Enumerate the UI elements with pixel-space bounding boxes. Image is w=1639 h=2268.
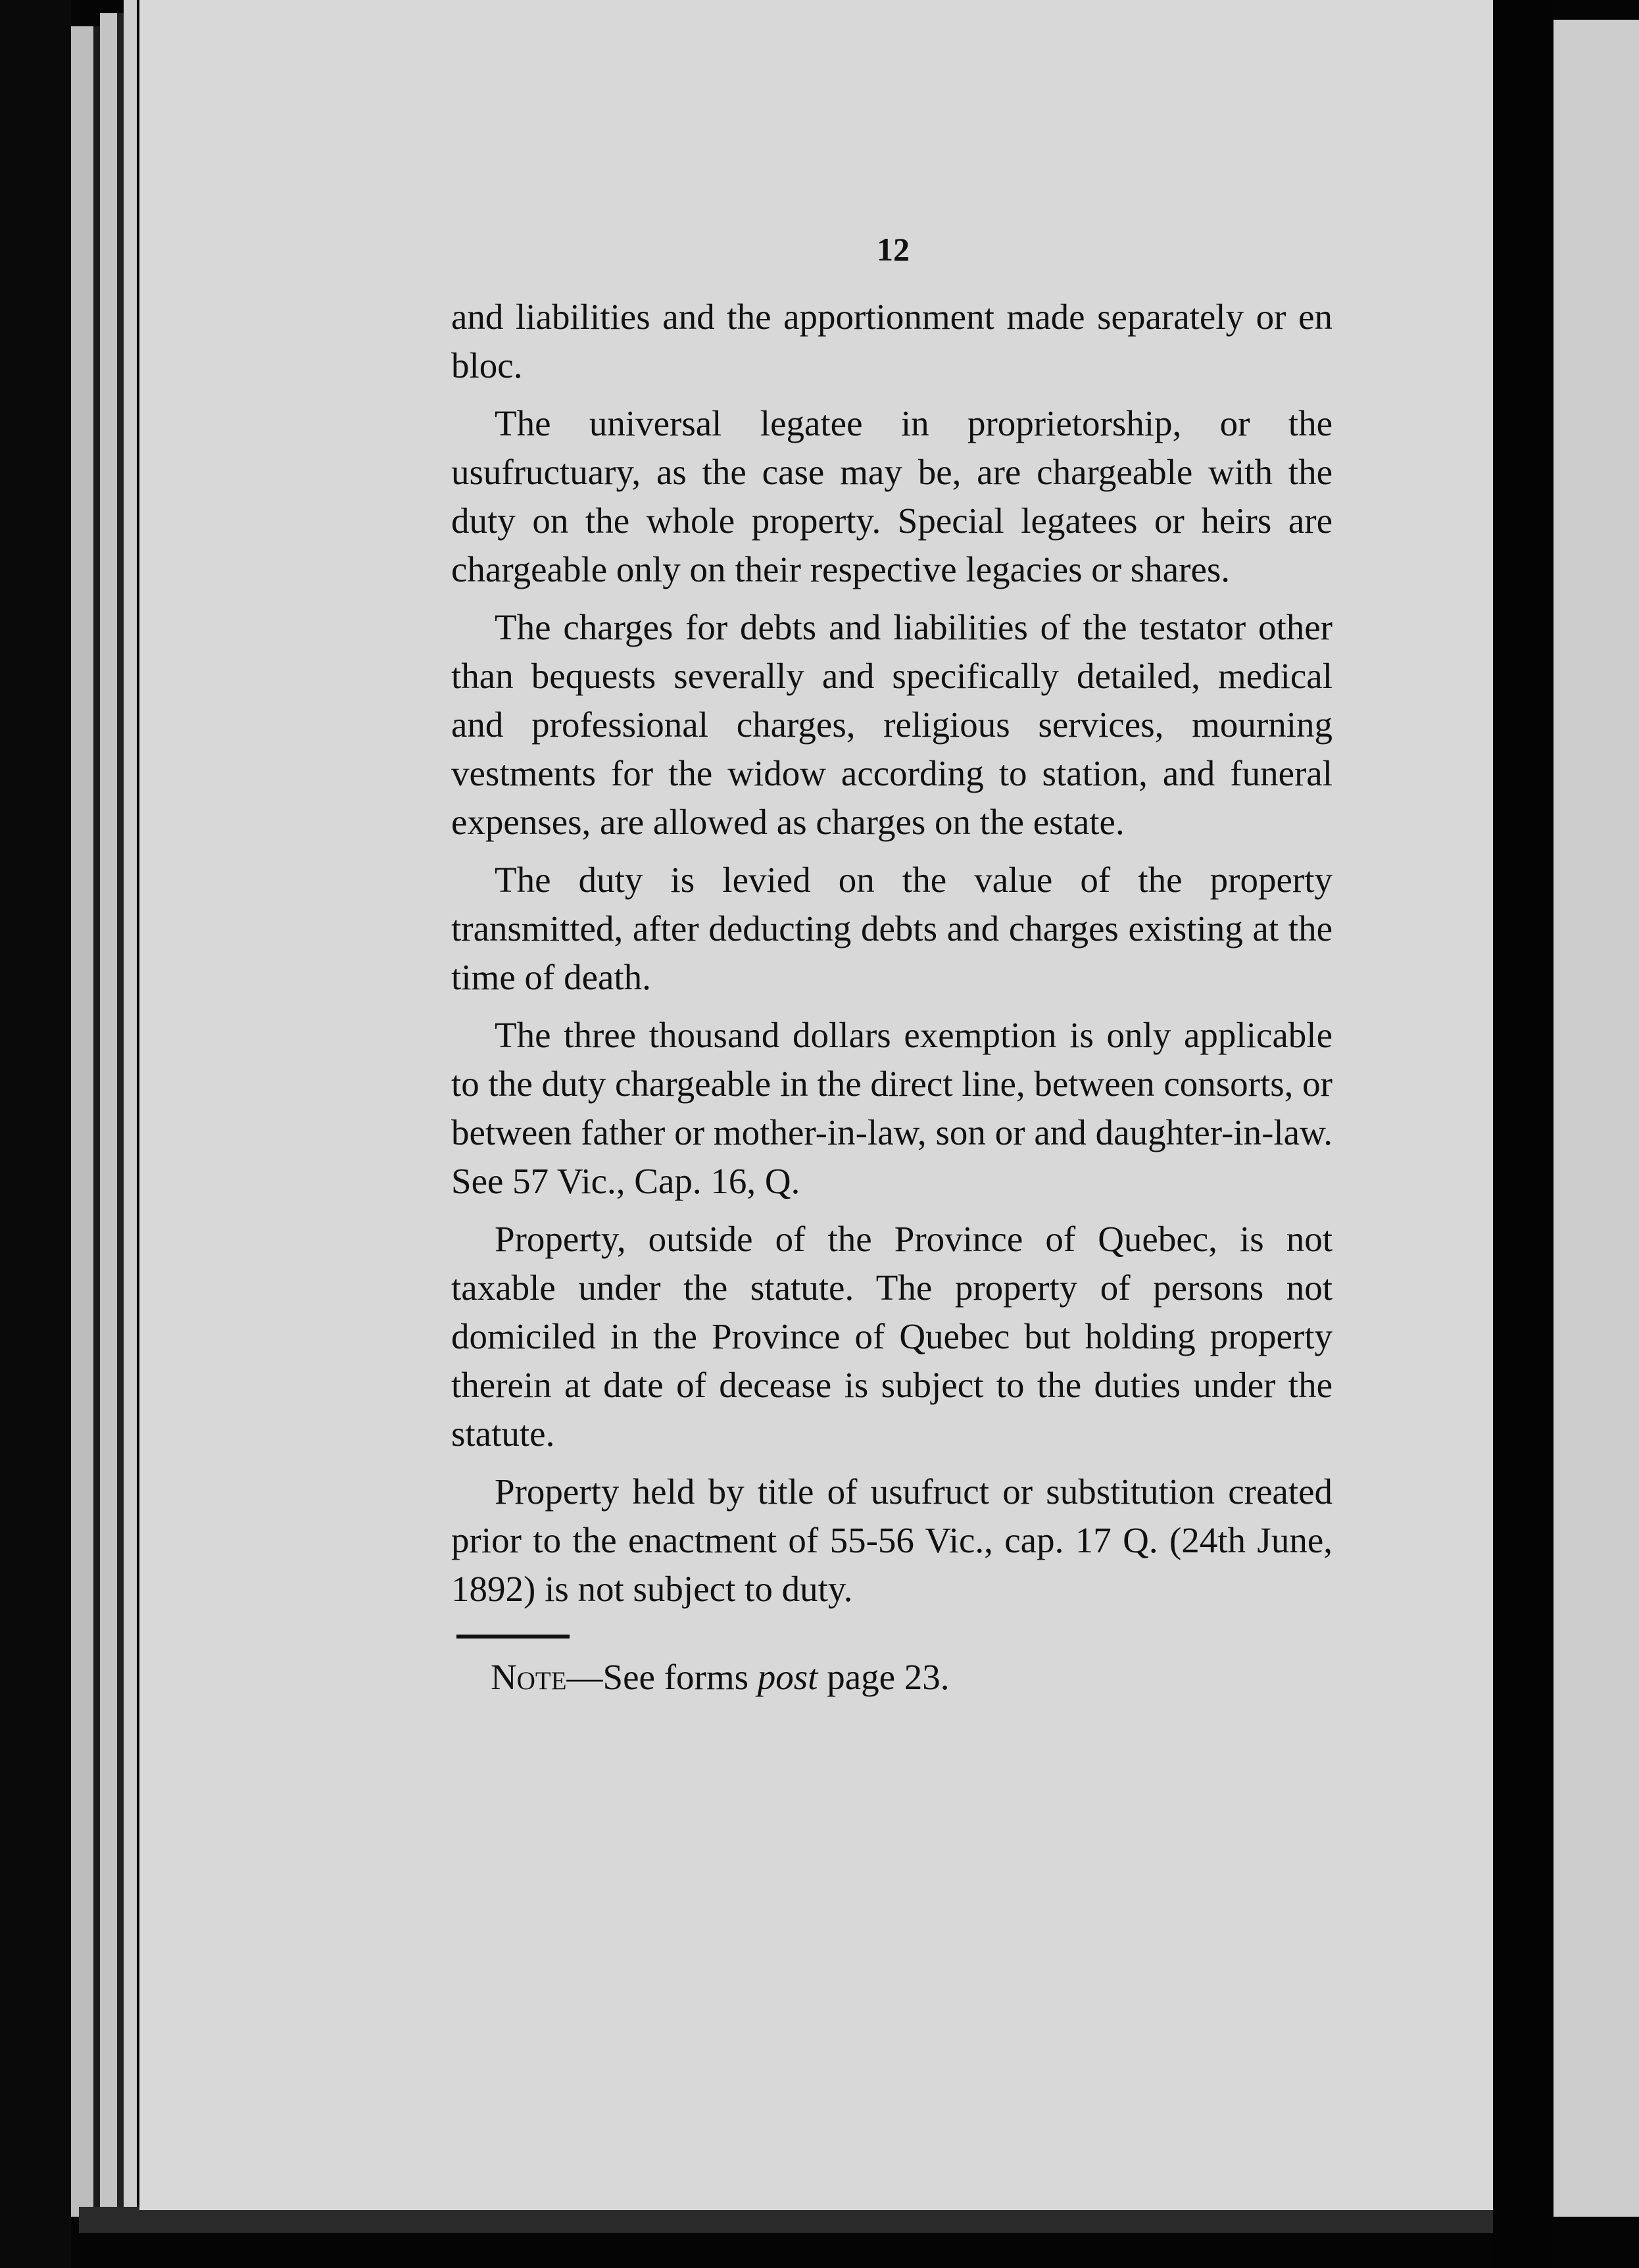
book-edge	[117, 13, 124, 2223]
paragraph: Property held by title of usufruct or substitution created prior to the enactment of 55-56 Vic., cap. 17 Q. (24th June, 1892) is not subject to duty.	[451, 1471, 1333, 1609]
note-label: Note	[491, 1657, 567, 1697]
footnote-rule	[456, 1635, 570, 1639]
book-edge	[0, 0, 71, 2268]
paragraph: Property, outside of the Province of Quebec, is not taxable under the statute. The property of persons not domiciled in the Province of Quebec but holding property therein at date of decease is subject to the duties under the statute.	[451, 1219, 1333, 1454]
paragraph: The three thousand dollars exemption is only applicable to the duty chargeable in the direct line, between consorts, or between father or mother-in-law, son or and daughter-in-law. See 57 Vic., Cap. 16, Q.	[451, 1015, 1333, 1201]
book-edge	[124, 0, 137, 2230]
adjacent-page	[1553, 20, 1639, 2217]
book-edge	[71, 26, 93, 2217]
note-text-after: page 23.	[818, 1657, 950, 1697]
note-text-before: —See forms	[566, 1657, 758, 1697]
book-edge	[100, 13, 117, 2223]
paragraph: The duty is levied on the value of the property transmitted, after deducting debts and charges existing at the time of death.	[451, 860, 1333, 997]
note-italic: post	[757, 1657, 818, 1697]
book-gutter	[1493, 0, 1553, 2268]
book-edge	[93, 26, 100, 2217]
page-number: 12	[877, 231, 910, 268]
paragraph: and liabilities and the apportionment made separately or en bloc.	[451, 297, 1333, 385]
paragraph: The universal legatee in proprietorship, or the usufructuary, as the case may be, are chargeable with the duty on the whole property. Special legatees or heirs are chargeable only on their respective legacies or shares.	[451, 403, 1333, 589]
paragraph: The charges for debts and liabilities of the testator other than bequests severally and specifically detailed, medical and professional charges, religious services, mourning vestments for the widow according to station, and funeral expenses, are allowed as charges on the estate.	[451, 607, 1333, 842]
body-text	[451, 293, 1333, 1702]
page-bottom-edge	[79, 2207, 1493, 2233]
footnote	[491, 1653, 1333, 1702]
